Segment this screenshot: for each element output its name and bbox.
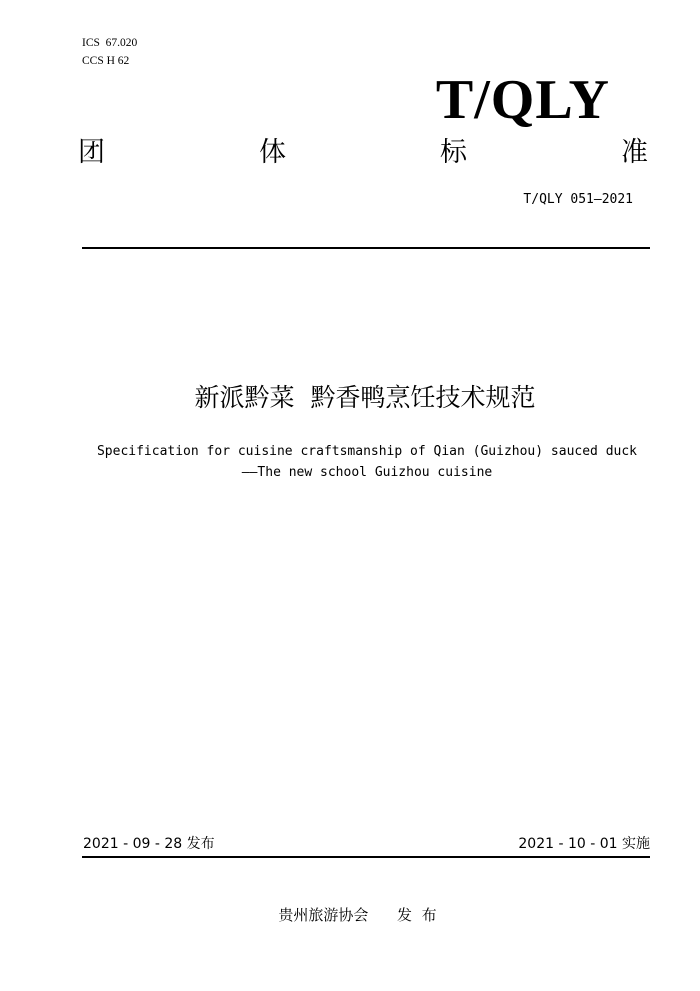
kind-char: 准 — [621, 137, 648, 168]
english-title-line: Specification for cuisine craftsmanship of Qian (Guizhou) sauced duck — [96, 444, 638, 459]
english-title — [82, 441, 652, 483]
standard-number: T/QLY 051—2021 — [523, 192, 633, 207]
top-divider — [82, 247, 650, 249]
bottom-divider — [82, 856, 650, 858]
issue-date: 2021 - 09 - 28 发布 — [83, 836, 215, 852]
implementation-date: 2021 - 10 - 01 实施 — [518, 836, 650, 852]
kind-char: 团 — [78, 137, 105, 168]
classification-codes — [82, 34, 137, 70]
english-title-subline: ——The new school Guizhou cuisine — [241, 465, 493, 480]
ics-code: ICS 67.020 — [82, 37, 138, 49]
standard-kind-heading — [78, 136, 648, 170]
chinese-title: 新派黔菜 黔香鸭烹饪技术规范 — [194, 383, 536, 412]
kind-char: 标 — [440, 137, 467, 168]
ccs-code: CCS H 62 — [82, 55, 130, 67]
standard-brand-logo: T/QLY — [435, 69, 610, 131]
kind-char: 体 — [259, 137, 286, 168]
publisher-line: 贵州旅游协会 发 布 — [278, 906, 437, 924]
